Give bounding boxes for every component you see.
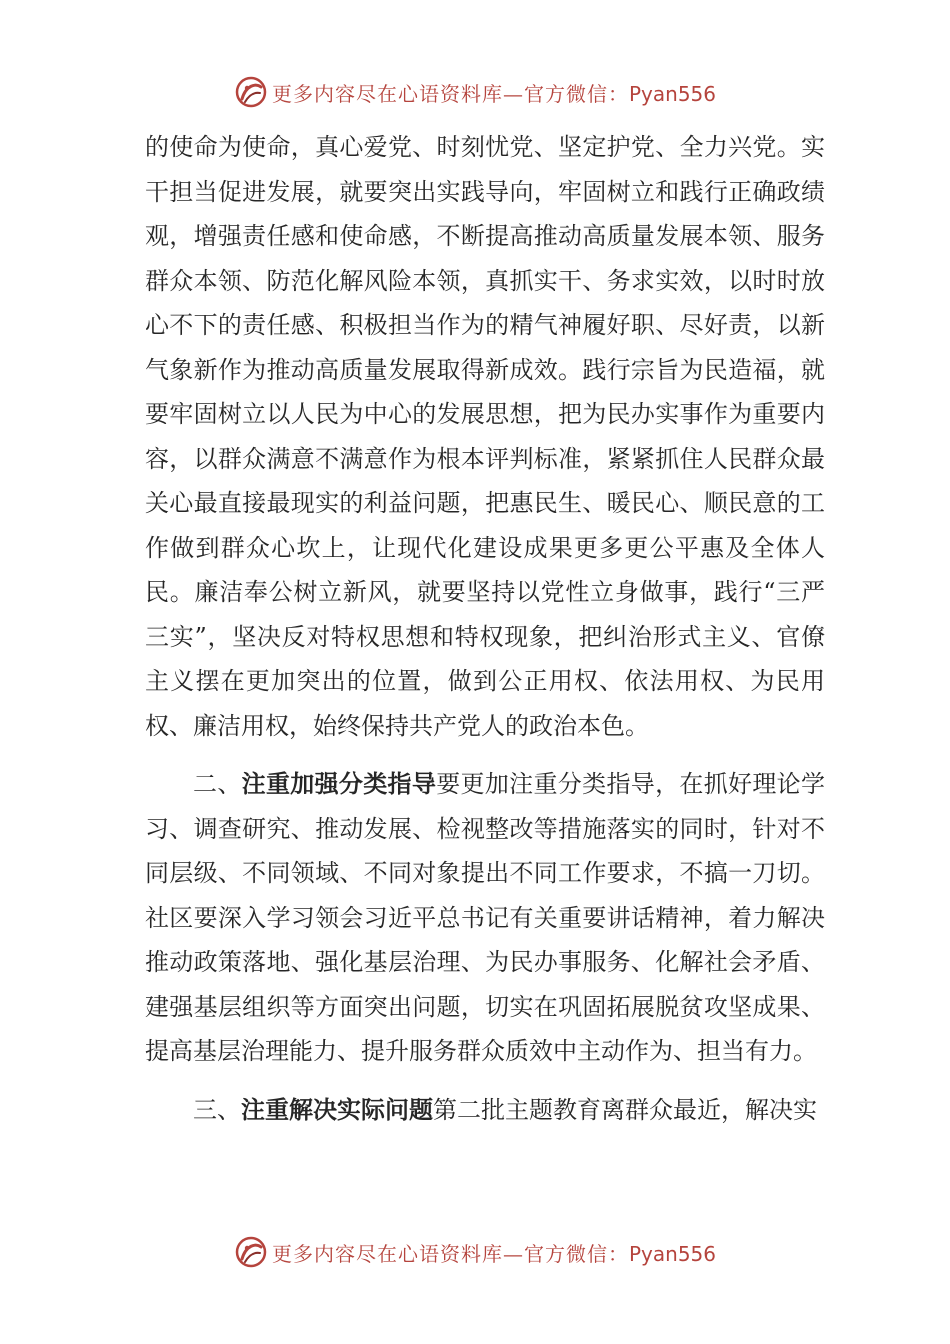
footer-banner bbox=[0, 1232, 950, 1272]
footer-wechat-id: Pyan556 bbox=[628, 1241, 716, 1266]
paragraph-3 bbox=[145, 1088, 825, 1133]
header-wechat-id: Pyan556 bbox=[628, 81, 716, 106]
paragraph-3-prefix: 三、 bbox=[193, 1095, 241, 1124]
seal-logo-icon bbox=[234, 1235, 268, 1269]
paragraph-2 bbox=[145, 762, 825, 1074]
paragraph-2-heading: 注重加强分类指导 bbox=[241, 770, 437, 798]
paragraph-2-prefix: 二、 bbox=[193, 770, 242, 798]
header-banner bbox=[0, 72, 950, 112]
paragraph-2-text: 要更加注重分类指导，在抓好理论学习、调查研究、推动发展、检视整改等措施落实的同时，针对不同层级、不同领域、不同对象提出不同工作要求，不搞一刀切。社区要深入学习领会习近平总书记有关重要讲话精神，着力解决推动政策落地、强化基层治理、为民办事服务、化解社会矛盾、建强基层组织等方面突出问题，切实在巩固拓展脱贫攻坚成果、提高基层治理能力、提升服务群众质效中主动作为、担当有力。 bbox=[145, 770, 826, 1065]
header-banner-text: 更多内容尽在心语资料库—官方微信：Pyan556 bbox=[271, 81, 716, 106]
document-body bbox=[145, 125, 825, 1132]
paragraph-3-heading: 注重解决实际问题 bbox=[241, 1095, 433, 1124]
paragraph-1-text: 的使命为使命，真心爱党、时刻忧党、坚定护党、全力兴党。实干担当促进发展，就要突出实践导向，牢固树立和践行正确政绩观，增强责任感和使命感，不断提高推动高质量发展本领、服务群众本领、防范化解风险本领，真抓实干、务求实效，以时时放心不下的责任感、积极担当作为的精气神履好职、尽好责，以新气象新作为推动高质量发展取得新成效。践行宗旨为民造福，就要牢固树立以人民为中心的发展思想，把为民办实事作为重要内容，以群众满意不满意作为根本评判标准，紧紧抓住人民群众最关心最直接最现实的利益问题，把惠民生、暖民心、顺民意的工作做到群众心坎上，让现代化建设成果更多更公平惠及全体人民。廉洁奉公树立新风，就要坚持以党性立身做事，践行“三严三实”，坚决反对特权思想和特权现象，把纠治形式主义、官僚主义摆在更加突出的位置，做到公正用权、依法用权、为民用权、廉洁用权，始终保持共产党人的政治本色。 bbox=[145, 133, 825, 740]
seal-logo-icon bbox=[234, 75, 268, 109]
paragraph-3-text: 第二批主题教育离群众最近，解决实 bbox=[433, 1095, 817, 1124]
footer-banner-text: 更多内容尽在心语资料库—官方微信：Pyan556 bbox=[271, 1241, 716, 1266]
paragraph-1 bbox=[145, 125, 825, 748]
